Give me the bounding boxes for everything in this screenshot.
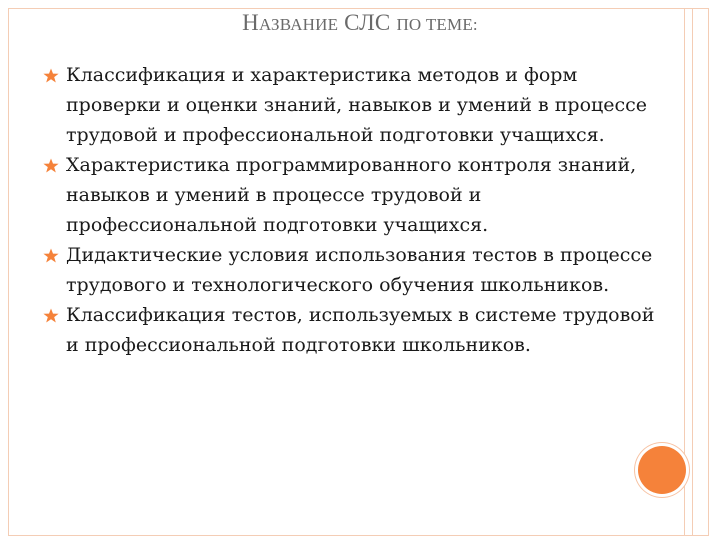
bullet-text: Классификация тестов, используемых в системе трудовой и профессиональной подготовки школьников. [66,304,655,356]
title-abbrev: СЛС [338,10,397,35]
star-icon [43,248,59,263]
bullet-text: Характеристика программированного контроля знаний, навыков и умений в процессе трудовой и профессиональной подготовки учащихся. [66,154,637,236]
frame-rule-outer [692,8,693,536]
title-word-name: АЗВАНИЕ [258,15,339,34]
bullet-item [40,300,670,360]
title-initial: Н [242,10,259,35]
bullet-text: Дидактические условия использования тестов в процессе трудового и технологического обучения школьников. [66,244,653,296]
star-icon [43,158,59,173]
bullet-text: Классификация и характеристика методов и форм проверки и оценки знаний, навыков и умений в процессе трудовой и профессиональной подготовки учащихся. [66,64,648,146]
bullet-list [40,60,670,360]
slide-title [0,10,720,36]
star-icon [43,68,59,83]
star-icon [43,308,59,323]
bullet-item [40,60,670,150]
title-topic: ПО ТЕМЕ: [396,15,478,34]
frame-rule-inner [684,8,685,536]
bullet-item [40,240,670,300]
bullet-item [40,150,670,240]
decorative-circle-icon [638,446,686,494]
